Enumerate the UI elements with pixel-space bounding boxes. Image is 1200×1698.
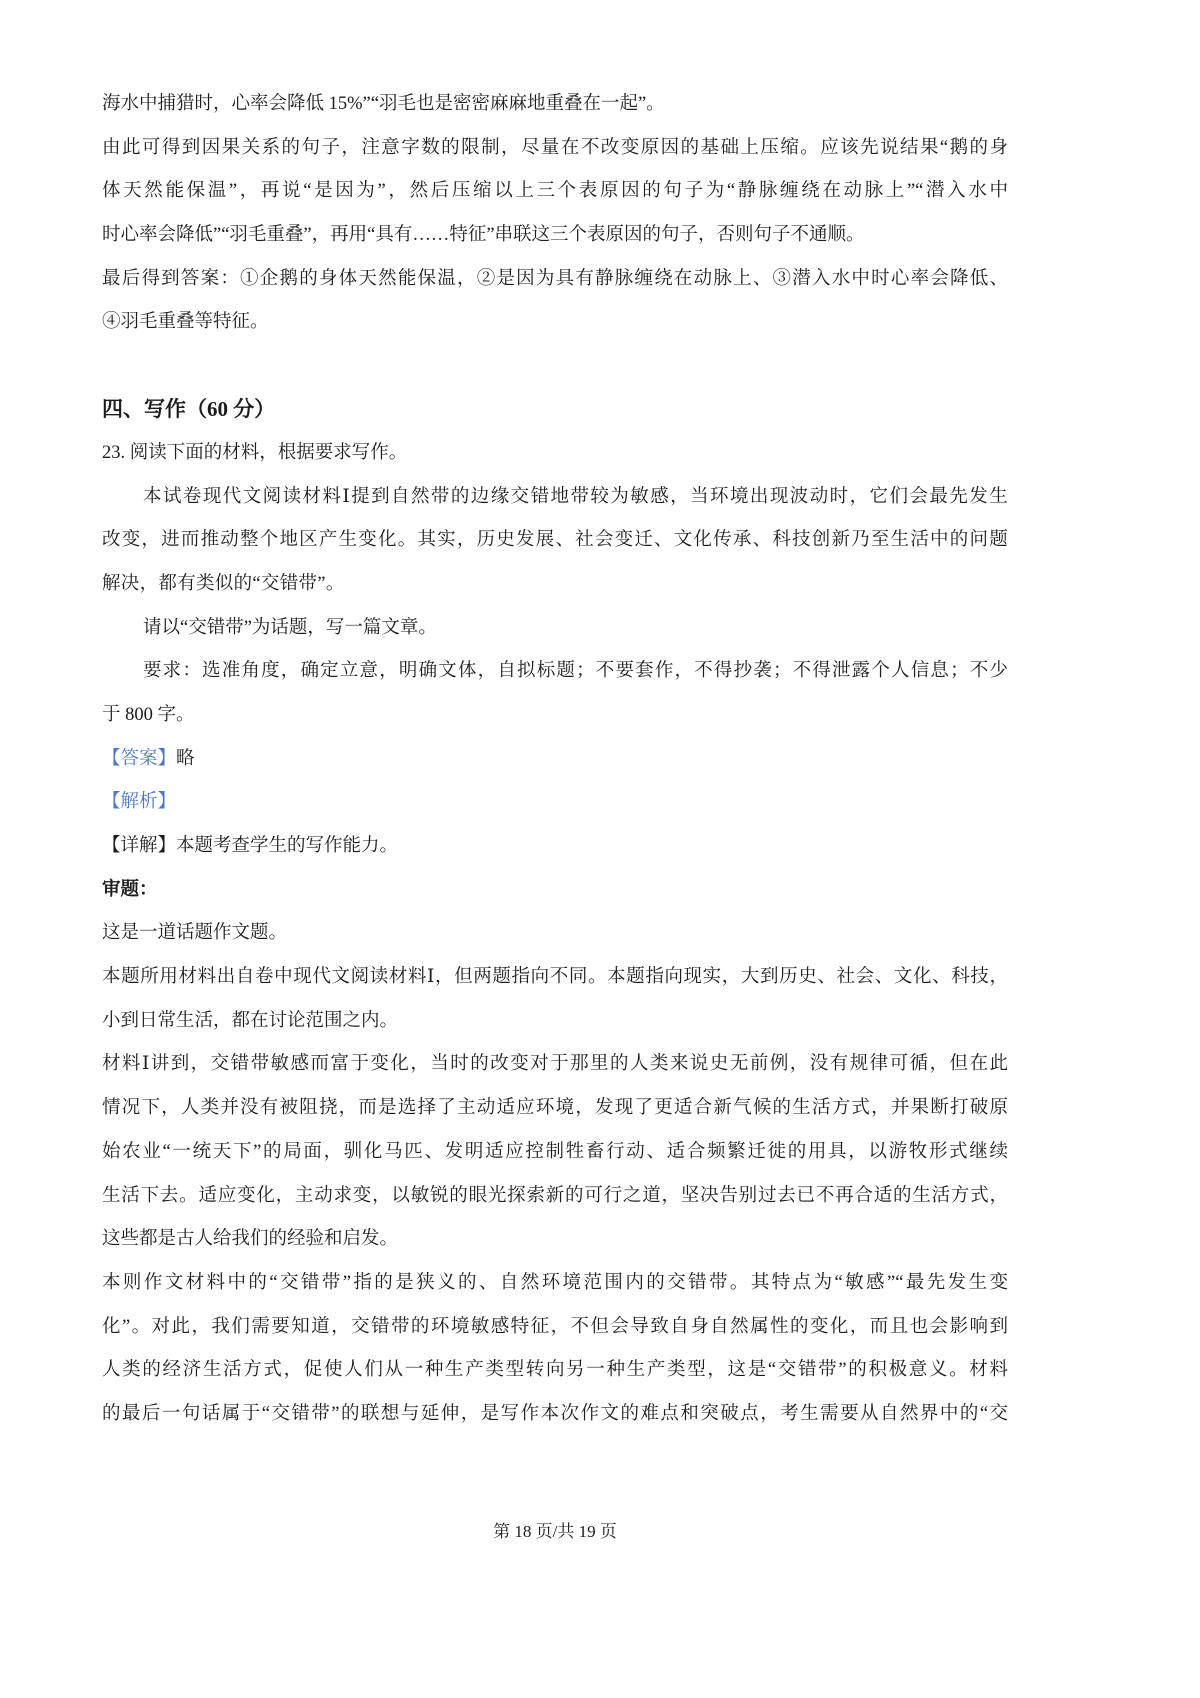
material-line: 解决，都有类似的“交错带”。 [102,573,345,594]
review-line: 这是一道话题作文题。 [102,923,288,944]
requirement-line: 要求：选准角度，确定立意，明确文体，自拟标题；不要套作，不得抄袭；不得泄露个人信息；不少 [143,661,1008,682]
review-heading: 审题： [102,879,158,900]
answer-line [102,738,1008,782]
page-footer: 第 18 页/共 19 页 [493,1522,617,1541]
body-line: 时心率会降低”“羽毛重叠”，再用“具有……特征”串联这三个表原因的句子，否则句子不通顺。 [102,225,865,246]
body-line: 由此可得到因果关系的句子，注意字数的限制，尽量在不改变原因的基础上压缩。应该先说结果“鹅的身 [102,137,1008,158]
review-line: 生活下去。适应变化，主动求变，以敏锐的眼光探索新的可行之道，坚决告别过去已不再合适的生活方式， [102,1185,1008,1206]
review-line: 化”。对此，我们需要知道，交错带的环境敏感特征，不但会导致自身自然属性的变化，而且也会影响到 [102,1316,1008,1337]
material-line: 本试卷现代文阅读材料Ⅰ提到自然带的边缘交错地带较为敏感，当环境出现波动时，它们会最先发生 [143,486,1008,507]
review-line: 的最后一句话属于“交错带”的联想与延伸，是写作本次作文的难点和突破点，考生需要从自然界中的“交 [102,1403,1008,1424]
analysis-line [102,781,1008,825]
review-line: 这些都是古人给我们的经验和启发。 [102,1229,399,1250]
review-line: 材料Ⅰ讲到，交错带敏感而富于变化，当时的改变对于那里的人类来说史无前例，没有规律可循，但在此 [102,1054,1008,1075]
body-line: 海水中捕猎时，心率会降低 15%”“羽毛也是密密麻麻地重叠在一起”。 [102,94,665,114]
answer-tag: 【答案】 [102,748,177,769]
body-line: 体天然能保温”，再说“是因为”，然后压缩以上三个表原因的句子为“静脉缠绕在动脉上”“潜入水中 [102,181,1008,202]
body-line: ④羽毛重叠等特征。 [102,312,269,333]
section-heading: 四、写作（60 分） [102,397,276,422]
detail-text: 本题考查学生的写作能力。 [176,836,399,856]
review-line: 情况下，人类并没有被阻挠，而是选择了主动适应环境，发现了更适合新气候的生活方式，并果断打破原 [102,1098,1008,1119]
answer-text: 略 [176,748,195,769]
review-line: 小到日常生活，都在讨论范围之内。 [102,1010,399,1031]
question-stem: 23. 阅读下面的材料，根据要求写作。 [102,442,408,463]
review-line: 本则作文材料中的“交错带”指的是狭义的、自然环境范围内的交错带。其特点为“敏感”“最先发生变 [102,1272,1008,1293]
analysis-tag: 【解析】 [102,792,177,813]
review-line: 始农业“一统天下”的局面，驯化马匹、发明适应控制牲畜行动、适合频繁迁徙的用具，以游牧形式继续 [102,1141,1008,1162]
review-line: 本题所用材料出自卷中现代文阅读材料Ⅰ，但两题指向不同。本题指向现实，大到历史、社会、文化、科技， [102,967,1008,988]
detail-tag: 【详解】 [102,836,177,856]
page-content [102,83,1008,1437]
detail-line [102,825,1008,869]
body-line: 最后得到答案：①企鹅的身体天然能保温，②是因为具有静脉缠绕在动脉上、③潜入水中时心率会降低、 [102,268,1008,289]
writing-prompt: 请以“交错带”为话题，写一篇文章。 [143,617,437,638]
review-line: 人类的经济生活方式，促使人们从一种生产类型转向另一种生产类型，这是“交错带”的积极意义。材料 [102,1360,1008,1381]
material-line: 改变，进而推动整个地区产生变化。其实，历史发展、社会变迁、文化传承、科技创新乃至生活中的问题 [102,530,1008,551]
requirement-line: 于 800 字。 [102,704,195,725]
